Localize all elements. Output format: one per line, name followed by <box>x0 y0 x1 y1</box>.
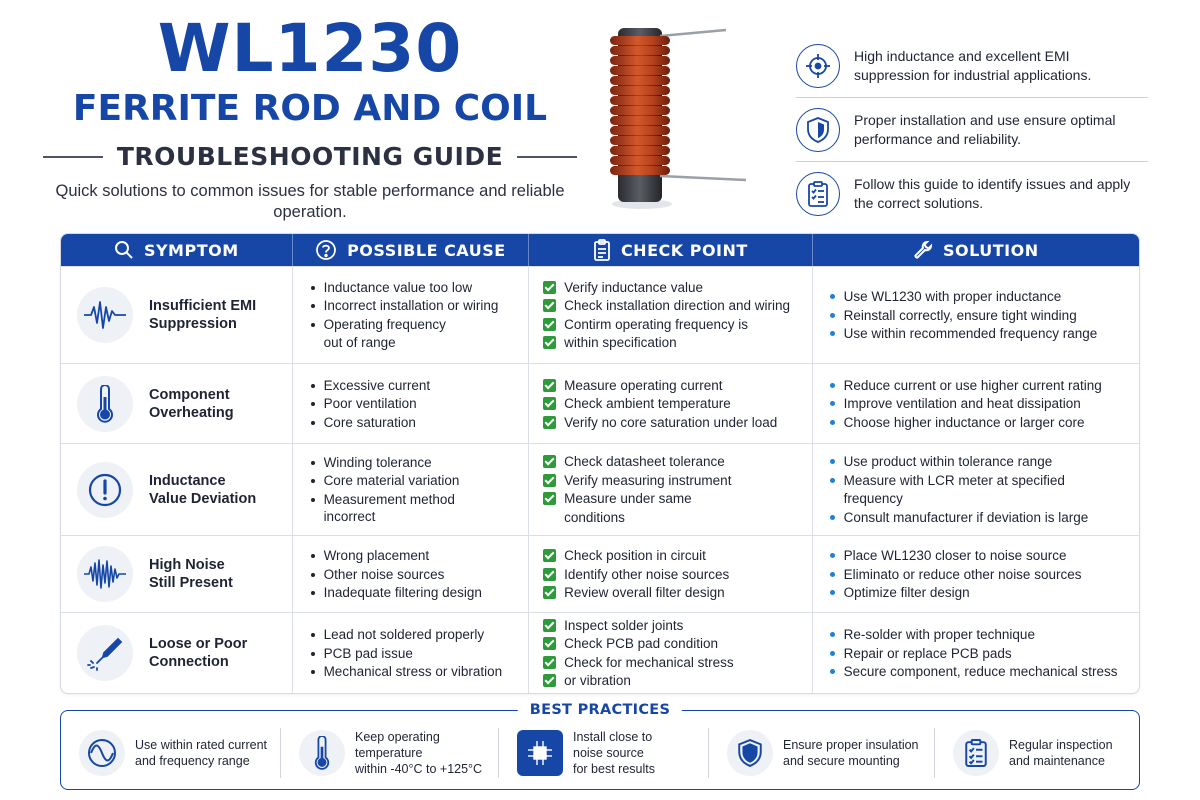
table-row <box>61 266 1139 363</box>
check-item <box>543 654 803 671</box>
clipboard-checklist-icon <box>796 172 840 216</box>
check-text: Measure under same <box>564 491 692 507</box>
crosshair-target-icon <box>796 44 840 88</box>
solution-item-continued: frequency <box>843 491 903 507</box>
column-header-label: SOLUTION <box>943 240 1039 260</box>
symptom-cell <box>61 444 293 535</box>
search-icon <box>114 240 134 260</box>
check-text: Verify inductance value <box>564 279 703 295</box>
check-icon <box>543 586 556 599</box>
solution-item: Use WL1230 with proper inductance <box>827 288 1131 305</box>
cause-item: Inductance value too low <box>307 279 521 296</box>
cause-item: Core saturation <box>307 414 521 431</box>
thermometer-icon <box>77 376 133 432</box>
best-practices-title: BEST PRACTICES <box>518 702 682 718</box>
solution-item: Improve ventilation and heat dissipation <box>827 395 1131 412</box>
cause-cell <box>293 444 530 535</box>
checkpoint-cell <box>529 364 812 443</box>
solution-cell <box>813 267 1139 363</box>
check-text: Check datasheet tolerance <box>564 454 725 470</box>
check-text: Check PCB pad condition <box>564 636 718 652</box>
check-item <box>543 472 803 489</box>
question-icon <box>315 239 337 261</box>
best-practice-text: Keep operating temperature within -40°C to +125°C <box>355 730 483 776</box>
check-item <box>543 334 803 351</box>
solution-item: Use product within tolerance range <box>827 453 1131 470</box>
solution-item: Reinstall correctly, ensure tight winding <box>827 307 1131 324</box>
cause-item: Winding tolerance <box>307 454 521 471</box>
check-icon <box>543 336 556 349</box>
column-header-label: CHECK POINT <box>620 240 748 260</box>
check-item <box>543 566 803 583</box>
cause-item: Measurement method <box>307 491 521 508</box>
shield-icon <box>796 108 840 152</box>
divider-right <box>517 156 577 158</box>
check-text: Review overall filter design <box>564 585 725 600</box>
ferrite-coil-image <box>592 16 752 216</box>
check-icon <box>543 568 556 581</box>
check-text: Identify other noise sources <box>564 566 730 582</box>
check-icon <box>543 549 556 562</box>
solution-item: Repair or replace PCB pads <box>827 645 1131 662</box>
check-text: Check for mechanical stress <box>564 654 734 670</box>
subtitle: Quick solutions to common issues for stable performance and reliable operation. <box>55 182 565 221</box>
check-item <box>543 453 803 470</box>
highlights <box>796 34 1148 226</box>
soldering-iron-icon <box>77 625 133 681</box>
check-text: Check installation direction and wiring <box>564 298 790 314</box>
check-icon <box>543 492 556 505</box>
check-icon <box>543 474 556 487</box>
solution-cell <box>813 444 1139 535</box>
solution-item: Use within recommended frequency range <box>827 325 1131 342</box>
check-item <box>543 635 803 652</box>
symptom-cell <box>61 267 293 363</box>
model-title: WL1230 <box>157 10 463 87</box>
best-practice-text: Ensure proper insulation and secure mounting <box>783 738 919 768</box>
best-practice-item <box>499 728 709 778</box>
highlight-text: High inductance and excellent EMI suppression for industrial applications. <box>854 47 1092 83</box>
check-item <box>543 414 803 431</box>
symptom-label: Inductance Value Deviation <box>149 472 257 507</box>
cause-item: Poor ventilation <box>307 395 521 412</box>
column-header-symptom <box>61 234 293 266</box>
symptom-cell <box>61 364 293 443</box>
best-practices-panel <box>60 702 1140 790</box>
column-header-label: SYMPTOM <box>143 240 239 260</box>
check-icon <box>543 637 556 650</box>
check-icon <box>543 379 556 392</box>
check-icon <box>543 619 556 632</box>
cause-item: Other noise sources <box>307 566 521 583</box>
best-practice-item <box>935 728 1139 778</box>
symptom-label: Insufficient EMI Suppression <box>149 298 257 332</box>
check-icon <box>543 656 556 669</box>
highlight-item <box>796 98 1148 162</box>
check-item <box>543 584 803 601</box>
checkpoint-cell <box>529 267 812 363</box>
cause-item: incorrect <box>323 509 376 525</box>
best-practice-text: Regular inspection and maintenance <box>1009 738 1113 768</box>
symptom-cell <box>61 536 293 612</box>
divider-left <box>43 156 103 158</box>
check-text: Check position in circuit <box>564 548 706 563</box>
check-item <box>543 617 803 634</box>
highlight-item <box>796 162 1148 226</box>
column-header-label: POSSIBLE CAUSE <box>347 240 506 260</box>
check-text: Inspect solder joints <box>564 617 684 633</box>
check-item <box>543 377 803 394</box>
best-practice-item <box>709 728 935 778</box>
sine-wave-icon <box>79 730 125 776</box>
highlight-text: Follow this guide to identify issues and apply the correct solutions. <box>854 176 1131 211</box>
cause-item: Incorrect installation or wiring <box>307 297 521 314</box>
column-header-solution <box>813 234 1139 266</box>
clipboard-checklist-icon <box>953 730 999 776</box>
check-text: Verify no core saturation under load <box>564 414 778 430</box>
check-item <box>543 297 803 314</box>
check-text: Measure operating current <box>564 377 723 393</box>
solution-item: Re-solder with proper technique <box>827 626 1131 643</box>
solution-item: Eliminato or reduce other noise sources <box>827 566 1131 583</box>
check-text: Verify measuring instrument <box>564 472 732 488</box>
solution-item: Consult manufacturer if deviation is large <box>827 509 1131 526</box>
check-icon <box>543 674 556 687</box>
cause-item: Mechanical stress or vibration <box>307 663 521 680</box>
guide-title: TROUBLESHOOTING GUIDE <box>116 142 504 171</box>
column-header-cause <box>293 234 530 266</box>
shield-icon <box>727 730 773 776</box>
table-row <box>61 612 1139 693</box>
cause-item: out of range <box>323 335 396 351</box>
cause-cell <box>293 267 530 363</box>
check-text: or vibration <box>564 673 631 689</box>
best-practice-text: Install close to noise source for best results <box>573 730 655 776</box>
check-text: Contirm operating frequency is <box>564 316 748 332</box>
cause-item: Lead not soldered properly <box>307 626 521 643</box>
check-item <box>543 316 803 333</box>
highlight-text: Proper installation and use ensure optimal performance and reliability. <box>854 111 1116 147</box>
cause-item: Operating frequency <box>307 316 521 333</box>
thermometer-icon <box>299 730 345 776</box>
noise-waveform-icon <box>77 546 133 602</box>
circuit-chip-icon <box>517 730 563 776</box>
symptom-label: Loose or Poor Connection <box>149 636 248 670</box>
header <box>40 12 580 223</box>
check-icon <box>543 397 556 410</box>
cause-cell <box>293 613 530 693</box>
solution-item: Reduce current or use higher current rating <box>827 377 1131 394</box>
troubleshooting-table <box>60 233 1140 694</box>
check-item <box>543 672 803 689</box>
check-icon <box>543 299 556 312</box>
solution-item: Optimize filter design <box>827 584 1131 601</box>
cause-item: Wrong placement <box>307 547 521 564</box>
table-row <box>61 535 1139 612</box>
check-item <box>543 279 803 296</box>
table-row <box>61 363 1139 443</box>
check-item <box>543 490 803 507</box>
check-text: within specification <box>564 335 677 351</box>
cause-item: Inadequate filtering design <box>307 584 521 601</box>
solution-cell <box>813 364 1139 443</box>
checkpoint-cell <box>529 536 812 612</box>
solution-item: Choose higher inductance or larger core <box>827 414 1131 431</box>
check-text: conditions <box>564 509 625 525</box>
solution-item: Measure with LCR meter at specified <box>827 472 1131 489</box>
clipboard-icon <box>593 239 611 261</box>
best-practice-item <box>281 728 499 778</box>
check-icon <box>543 318 556 331</box>
check-item <box>543 547 803 564</box>
cause-item: Core material variation <box>307 472 521 489</box>
symptom-label: High Noise Still Present <box>149 557 233 591</box>
solution-cell <box>813 613 1139 693</box>
solution-item: Place WL1230 closer to noise source <box>827 547 1131 564</box>
check-icon <box>543 455 556 468</box>
highlight-item <box>796 34 1148 98</box>
exclamation-icon <box>77 462 133 518</box>
wrench-icon <box>913 240 933 260</box>
solution-cell <box>813 536 1139 612</box>
check-item <box>543 395 803 412</box>
cause-item: Excessive current <box>307 377 521 394</box>
cause-cell <box>293 364 530 443</box>
symptom-label: Component Overheating <box>149 386 234 421</box>
table-row <box>61 443 1139 535</box>
symptom-cell <box>61 613 293 693</box>
cause-cell <box>293 536 530 612</box>
check-text: Check ambient temperature <box>564 396 731 411</box>
table-header <box>61 234 1139 266</box>
checkpoint-cell <box>529 613 812 693</box>
best-practice-text: Use within rated current and frequency range <box>135 738 268 768</box>
guide-title-row <box>40 142 580 171</box>
waveform-icon <box>77 287 133 343</box>
best-practice-item <box>61 728 281 778</box>
column-header-check <box>529 234 812 266</box>
checkpoint-cell <box>529 444 812 535</box>
check-icon <box>543 416 556 429</box>
product-title: FERRITE ROD AND COIL <box>72 88 548 129</box>
check-icon <box>543 281 556 294</box>
cause-item: PCB pad issue <box>307 645 521 662</box>
check-item-continued <box>543 509 803 526</box>
solution-item: Secure component, reduce mechanical stress <box>827 663 1131 680</box>
